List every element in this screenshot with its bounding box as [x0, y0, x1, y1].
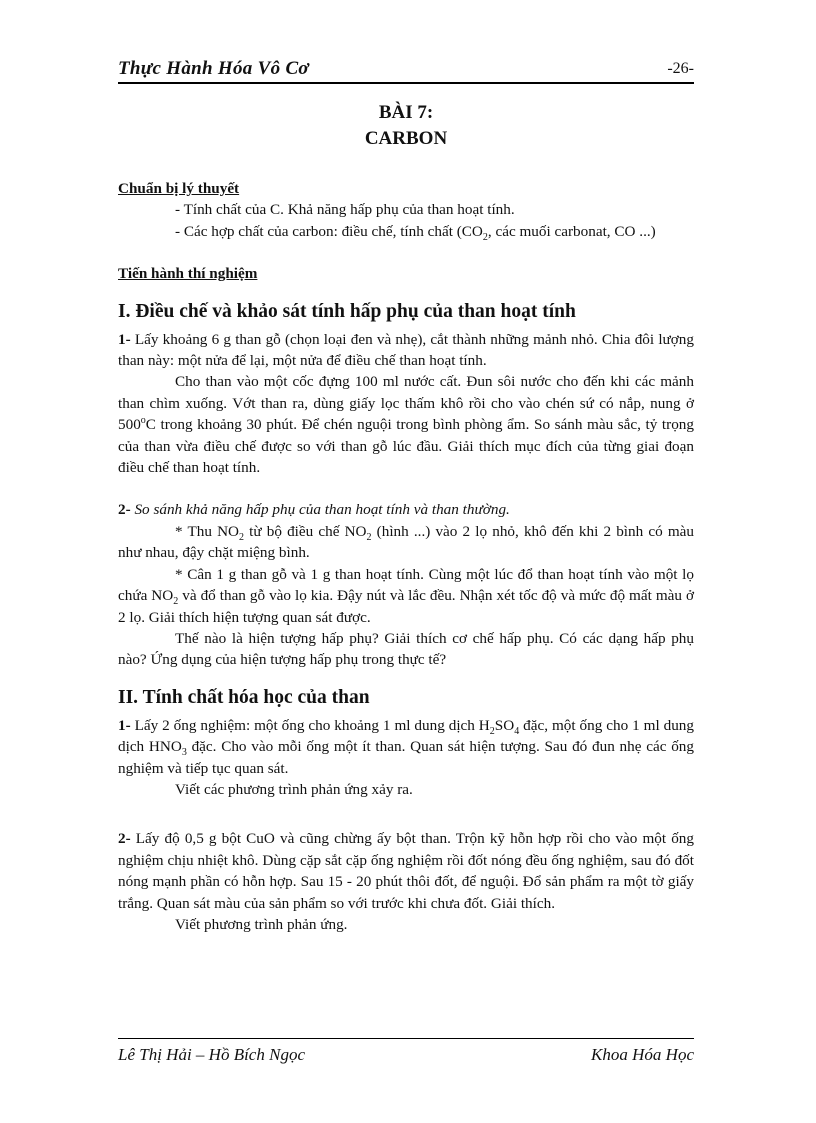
header-title: Thực Hành Hóa Vô Cơ	[118, 58, 309, 79]
page-header	[118, 56, 694, 84]
section-2-heading: II. Tính chất hóa học của than	[118, 686, 370, 708]
page-number: -26-	[667, 60, 694, 77]
s2-item-2: 2- Lấy độ 0,5 g bột CuO và cũng chừng ấy bột than. Trộn kỹ hỗn hợp rồi cho vào một ống nghiệm chịu nhiệt khô. Dùng cặp sắt cặp ống nghiệm rồi đốt nóng đều ống nghiệm, sau đó đốt nóng mạnh phần có hỗn hợp. Sau 15 - 20 phút thôi đốt, để nguội. Đổ sản phẩm ra một tờ giấy trắng. Quan sát màu của sản phẩm so với trước khi chưa đốt. Giải thích.	[118, 830, 694, 912]
footer-department: Khoa Hóa Học	[591, 1045, 694, 1064]
s1-item-2-title: 2- So sánh khả năng hấp phụ của than hoạt tính và than thường.	[118, 501, 510, 519]
page-content	[118, 100, 694, 935]
s1-item-2-bullet-2: * Cân 1 g than gỗ và 1 g than hoạt tính. Cùng một lúc đổ than hoạt tính vào một lọ chứa $NO_2$ và đổ than gỗ vào lọ kia. Đậy nút và lắc đều. Nhận xét tốc độ và mức độ mất màu ở 2 lọ. Giải thích hiện tượng quan sát được.	[118, 565, 694, 626]
lesson-topic: CARBON	[364, 128, 448, 149]
section-1-heading: I. Điều chế và khảo sát tính hấp phụ của than hoạt tính	[118, 300, 576, 322]
prep-line-1: - Tính chất của C. Khả năng hấp phụ của than hoạt tính.	[175, 201, 515, 219]
procedure-heading: Tiến hành thí nghiệm	[118, 265, 258, 283]
s1-item-2-bullet-1: * Thu $NO_2$ từ bộ điều chế $NO_2$ (hình ...) vào 2 lọ nhỏ, khô đến khi 2 bình có màu như nhau, đậy chặt miệng bình.	[118, 522, 694, 562]
s2-item-1: 1- Lấy 2 ống nghiệm: một ống cho khoảng 1 ml dung dịch $H_2SO_4$ đặc, một ống cho 1 ml dung dịch $HNO_3$ đặc. Cho vào mỗi ống một ít than. Quan sát hiện tượng. Sau đó đun nhẹ các ống nghiệm và tiếp tục quan sát.	[118, 716, 694, 777]
lesson-number: BÀI 7:	[378, 102, 434, 123]
s1-item-1-para-2: Cho than vào một cốc đựng 100 ml nước cất. Đun sôi nước cho đến khi các mảnh than chìm xuống. Vớt than ra, dùng giấy lọc thấm khô rồi cho vào chén sứ có nắp, nung ở 500$^o$C trong khoảng 30 phút. Để chén nguội trong bình phòng ẩm. So sánh màu sắc, tỷ trọng của than vừa điều chế được so với than gỗ lúc đầu. Giải thích mục đích của từng giai đoạn điều chế than hoạt tính.	[118, 373, 694, 477]
s1-item-2-question: Thế nào là hiện tượng hấp phụ? Giải thích cơ chế hấp phụ. Có các dạng hấp phụ nào? Ứng dụng của hiện tượng hấp phụ trong thực tế?	[118, 629, 694, 669]
s2-item-1-equation: Viết các phương trình phản ứng xảy ra.	[175, 780, 413, 798]
prep-heading: Chuẩn bị lý thuyết	[118, 180, 240, 197]
page-footer	[118, 1038, 694, 1064]
s1-item-1: 1- Lấy khoảng 6 g than gỗ (chọn loại đen và nhẹ), cắt thành những mảnh nhỏ. Chia đôi lượng than này: một nửa để lại, một nửa để điều chế than hoạt tính.	[118, 330, 694, 370]
s2-item-2-equation: Viết phương trình phản ứng.	[175, 915, 348, 933]
prep-line-2: - Các hợp chất của carbon: điều chế, tính chất ($CO_2$, các muối carbonat, CO ...)	[175, 222, 656, 243]
footer-authors: Lê Thị Hải – Hồ Bích Ngọc	[118, 1045, 305, 1064]
